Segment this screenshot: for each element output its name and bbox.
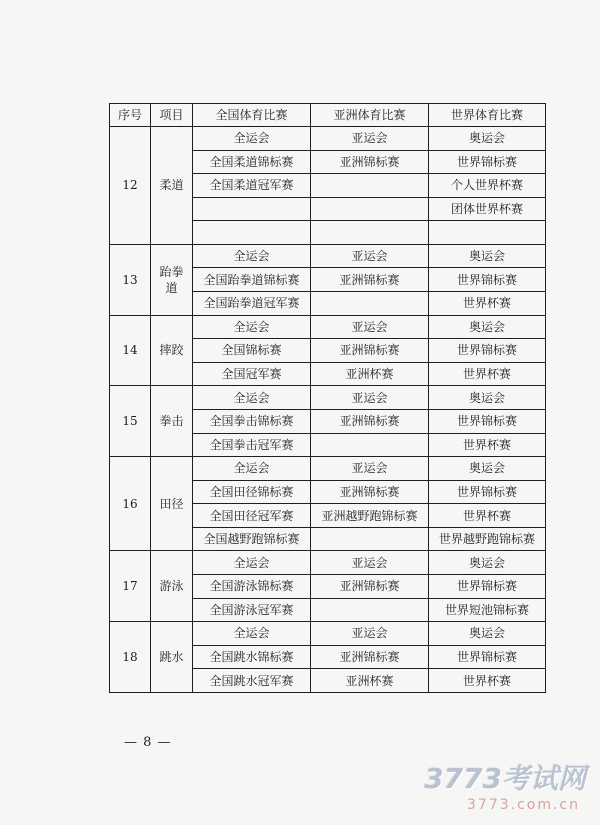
sport-name-cell: 拳击 [151,386,193,457]
asian-event-cell [311,527,429,551]
national-event-cell: 全国跳水冠军赛 [193,669,311,693]
asian-event-cell: 亚洲锦标赛 [311,268,429,292]
national-event-cell: 全运会 [193,127,311,151]
national-event-cell: 全国田径锦标赛 [193,480,311,504]
national-event-cell: 全国拳击冠军赛 [193,433,311,457]
national-event-cell: 全国越野跑锦标赛 [193,527,311,551]
world-event-cell [429,221,546,245]
national-event-cell: 全国柔道冠军赛 [193,174,311,198]
asian-event-cell: 亚洲锦标赛 [311,574,429,598]
serial-number-cell: 14 [110,315,151,386]
national-event-cell: 全运会 [193,622,311,646]
world-event-cell: 世界杯赛 [429,504,546,528]
world-event-cell: 世界锦标赛 [429,645,546,669]
world-event-cell: 世界短池锦标赛 [429,598,546,622]
serial-number-cell: 18 [110,622,151,693]
header-sport: 项目 [151,104,193,127]
world-event-cell: 世界杯赛 [429,669,546,693]
header-national-events: 全国体育比赛 [193,104,311,127]
asian-event-cell: 亚洲锦标赛 [311,480,429,504]
national-event-cell: 全国游泳锦标赛 [193,574,311,598]
asian-event-cell [311,292,429,316]
serial-number-cell: 13 [110,244,151,315]
world-event-cell: 世界锦标赛 [429,409,546,433]
world-event-cell: 个人世界杯赛 [429,174,546,198]
asian-event-cell: 亚洲杯赛 [311,362,429,386]
sport-name-cell: 田径 [151,457,193,551]
asian-event-cell: 亚运会 [311,244,429,268]
asian-event-cell: 亚洲杯赛 [311,669,429,693]
asian-event-cell: 亚运会 [311,386,429,410]
table-row [110,457,546,481]
world-event-cell: 奥运会 [429,127,546,151]
world-event-cell: 奥运会 [429,622,546,646]
table-row [110,127,546,151]
table-row [110,622,546,646]
world-event-cell: 世界杯赛 [429,433,546,457]
world-event-cell: 世界杯赛 [429,292,546,316]
table-row [110,551,546,575]
sport-name-cell: 摔跤 [151,315,193,386]
asian-event-cell: 亚运会 [311,551,429,575]
national-event-cell: 全运会 [193,551,311,575]
world-event-cell: 世界锦标赛 [429,339,546,363]
national-event-cell: 全运会 [193,457,311,481]
national-event-cell: 全运会 [193,315,311,339]
world-event-cell: 奥运会 [429,315,546,339]
asian-event-cell: 亚洲锦标赛 [311,150,429,174]
watermark-url: 3773.com.cn [467,797,580,813]
world-event-cell: 奥运会 [429,386,546,410]
world-event-cell: 奥运会 [429,457,546,481]
world-event-cell: 世界锦标赛 [429,574,546,598]
asian-event-cell: 亚运会 [311,457,429,481]
asian-event-cell [311,221,429,245]
world-event-cell: 奥运会 [429,244,546,268]
header-world-events: 世界体育比赛 [429,104,546,127]
competition-table [109,103,546,693]
sport-name-cell: 柔道 [151,127,193,245]
asian-event-cell [311,433,429,457]
serial-number-cell: 15 [110,386,151,457]
serial-number-cell: 16 [110,457,151,551]
world-event-cell: 世界越野跑锦标赛 [429,527,546,551]
asian-event-cell: 亚洲越野跑锦标赛 [311,504,429,528]
asian-event-cell: 亚洲锦标赛 [311,409,429,433]
world-event-cell: 世界锦标赛 [429,480,546,504]
world-event-cell: 团体世界杯赛 [429,197,546,221]
national-event-cell: 全运会 [193,386,311,410]
national-event-cell: 全国跆拳道锦标赛 [193,268,311,292]
national-event-cell: 全国冠军赛 [193,362,311,386]
serial-number-cell: 17 [110,551,151,622]
national-event-cell: 全国拳击锦标赛 [193,409,311,433]
sport-name-cell: 跆拳道 [151,244,193,315]
asian-event-cell [311,197,429,221]
table-row [110,244,546,268]
national-event-cell: 全国田径冠军赛 [193,504,311,528]
national-event-cell: 全国跆拳道冠军赛 [193,292,311,316]
world-event-cell: 世界锦标赛 [429,150,546,174]
asian-event-cell: 亚洲锦标赛 [311,339,429,363]
world-event-cell: 奥运会 [429,551,546,575]
sport-name-cell: 跳水 [151,622,193,693]
national-event-cell: 全国游泳冠军赛 [193,598,311,622]
asian-event-cell [311,598,429,622]
table-header-row [110,104,546,127]
asian-event-cell: 亚洲锦标赛 [311,645,429,669]
page-number: — 8 — [124,735,172,750]
asian-event-cell [311,174,429,198]
watermark-brand-logo: 3773考试网 [424,762,586,795]
national-event-cell: 全运会 [193,244,311,268]
national-event-cell: 全国跳水锦标赛 [193,645,311,669]
header-asian-events: 亚洲体育比赛 [311,104,429,127]
national-event-cell [193,197,311,221]
world-event-cell: 世界杯赛 [429,362,546,386]
national-event-cell [193,221,311,245]
asian-event-cell: 亚运会 [311,315,429,339]
table-row [110,315,546,339]
national-event-cell: 全国柔道锦标赛 [193,150,311,174]
asian-event-cell: 亚运会 [311,127,429,151]
national-event-cell: 全国锦标赛 [193,339,311,363]
table-row [110,386,546,410]
header-serial-number: 序号 [110,104,151,127]
serial-number-cell: 12 [110,127,151,245]
sport-name-cell: 游泳 [151,551,193,622]
world-event-cell: 世界锦标赛 [429,268,546,292]
asian-event-cell: 亚运会 [311,622,429,646]
